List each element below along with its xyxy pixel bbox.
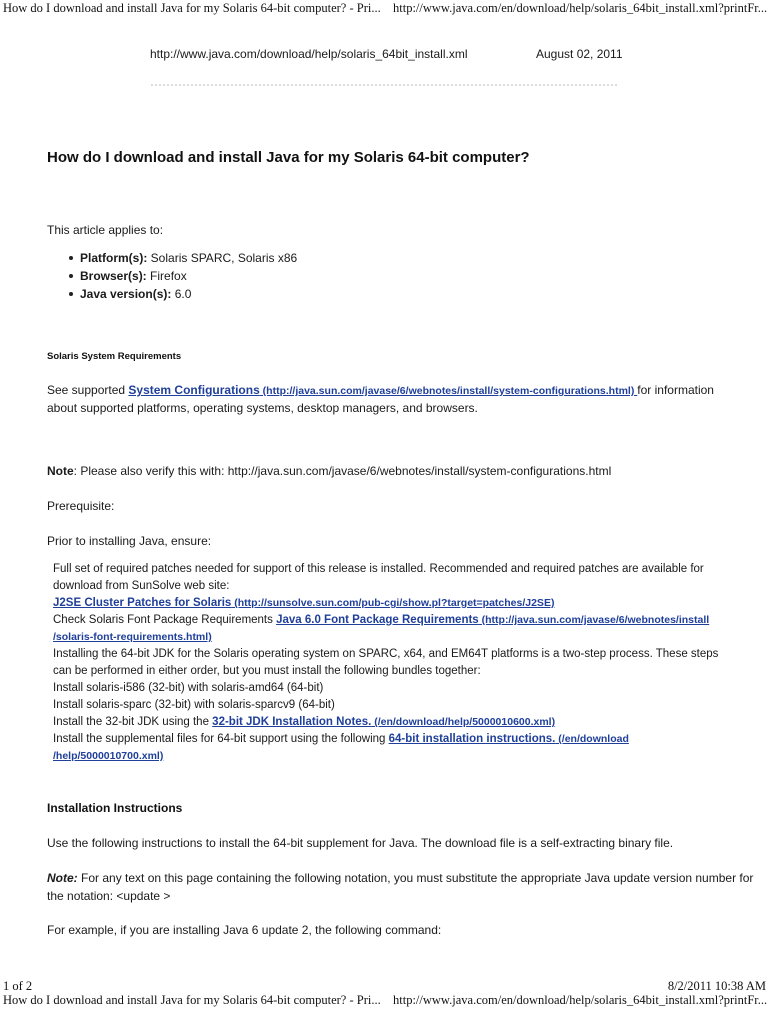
block-line: Installing the 64-bit JDK for the Solaris operating system on SPARC, x64, and EM64T platforms is a two-step process. These steps	[53, 648, 719, 660]
system-configurations-url[interactable]: (http://java.sun.com/javase/6/webnotes/install/system-configurations.html)	[259, 385, 638, 397]
print-header-title-bottom: How do I download and install Java for my Solaris 64-bit computer? - Pri...	[3, 993, 381, 1007]
print-date: August 02, 2011	[536, 47, 623, 61]
platform-value: Solaris SPARC, Solaris x86	[147, 251, 298, 265]
install-64bit-text: Install the supplemental files for 64-bit support using the following	[53, 733, 389, 745]
prior-text: Prior to installing Java, ensure:	[47, 534, 212, 548]
j2se-patches-link[interactable]: J2SE Cluster Patches for Solaris	[53, 597, 232, 609]
j2se-patches-url[interactable]: (http://sunsolve.sun.com/pub-cgi/show.pl?target=patches/J2SE)	[231, 597, 555, 609]
applies-to-label: This article applies to:	[47, 223, 164, 237]
example-text: For example, if you are installing Java 6 update 2, the following command:	[47, 923, 442, 937]
prerequisite-block	[53, 561, 718, 765]
installation-text: Use the following instructions to install the 64-bit supplement for Java. The download file is a self-extracting binary file.	[47, 836, 674, 850]
install-64bit-link[interactable]: 64-bit installation instructions.	[388, 733, 556, 745]
requirements-heading: Solaris System Requirements	[47, 351, 182, 362]
dotted-divider	[150, 84, 618, 86]
java-version-value: 6.0	[171, 287, 192, 301]
block-line	[53, 714, 718, 731]
install-64bit-url-cont[interactable]: /help/5000010700.xml)	[53, 750, 164, 762]
note2-label: Note:	[47, 871, 78, 885]
jdk-32bit-notes-url[interactable]: (/en/download/help/5000010600.xml)	[371, 716, 556, 728]
note2-paragraph	[47, 869, 753, 887]
block-line	[53, 629, 718, 646]
print-header-title: How do I download and install Java for my Solaris 64-bit computer? - Pri...	[3, 1, 381, 15]
browser-label: Browser(s):	[80, 269, 147, 283]
browser-value: Firefox	[146, 269, 187, 283]
block-line	[53, 731, 718, 748]
note-text: : Please also verify this with: http://java.sun.com/javase/6/webnotes/install/system-configurations.html	[73, 464, 612, 478]
block-line: download from SunSolve web site:	[53, 580, 230, 592]
note-label: Note	[47, 464, 74, 478]
list-item	[67, 249, 297, 267]
requirements-line2: about supported platforms, operating systems, desktop managers, and browsers.	[47, 401, 478, 415]
print-header-url-bottom: http://www.java.com/en/download/help/solaris_64bit_install.xml?printFr...	[393, 993, 768, 1007]
install-64bit-url[interactable]: (/en/download	[555, 733, 629, 745]
block-line: Full set of required patches needed for support of this release is installed. Recommended and required patches are available for	[53, 563, 704, 575]
prerequisite-label: Prerequisite:	[47, 499, 115, 513]
block-line	[53, 595, 718, 612]
source-url: http://www.java.com/download/help/solaris_64bit_install.xml	[150, 47, 468, 61]
block-line: Install solaris-i586 (32-bit) with solaris-amd64 (64-bit)	[53, 682, 324, 694]
java-version-label: Java version(s):	[80, 287, 172, 301]
print-datetime: 8/2/2011 10:38 AM	[667, 979, 766, 993]
page-title: How do I download and install Java for my Solaris 64-bit computer?	[47, 149, 530, 166]
installation-heading: Installation Instructions	[47, 801, 183, 815]
requirements-text-end: for information	[637, 383, 714, 397]
block-line: can be performed in either order, but you must install the following bundles together:	[53, 665, 481, 677]
applies-list	[67, 249, 297, 303]
list-item	[67, 285, 297, 303]
font-check-text: Check Solaris Font Package Requirements	[53, 614, 277, 626]
font-requirements-url-cont[interactable]: /solaris-font-requirements.html)	[53, 631, 212, 643]
jdk-32bit-notes-link[interactable]: 32-bit JDK Installation Notes.	[212, 716, 372, 728]
list-item	[67, 267, 297, 285]
font-requirements-link[interactable]: Java 6.0 Font Package Requirements	[276, 614, 479, 626]
font-requirements-url[interactable]: (http://java.sun.com/javase/6/webnotes/install	[478, 614, 710, 626]
page-number: 1 of 2	[3, 979, 33, 993]
note2-text: For any text on this page containing the following notation, you must substitute the appropriate Java update version number for	[77, 871, 754, 885]
platform-label: Platform(s):	[80, 251, 148, 265]
block-line	[53, 748, 718, 765]
install-32bit-text: Install the 32-bit JDK using the	[53, 716, 213, 728]
block-line: Install solaris-sparc (32-bit) with solaris-sparcv9 (64-bit)	[53, 699, 335, 711]
system-configurations-link[interactable]: System Configurations	[128, 383, 260, 397]
requirements-text: See supported	[47, 383, 129, 397]
note2-line2: the notation: <update >	[47, 889, 171, 903]
print-header-url: http://www.java.com/en/download/help/solaris_64bit_install.xml?printFr...	[393, 1, 768, 15]
block-line	[53, 612, 718, 629]
note-paragraph	[47, 462, 611, 480]
requirements-paragraph	[47, 381, 714, 400]
